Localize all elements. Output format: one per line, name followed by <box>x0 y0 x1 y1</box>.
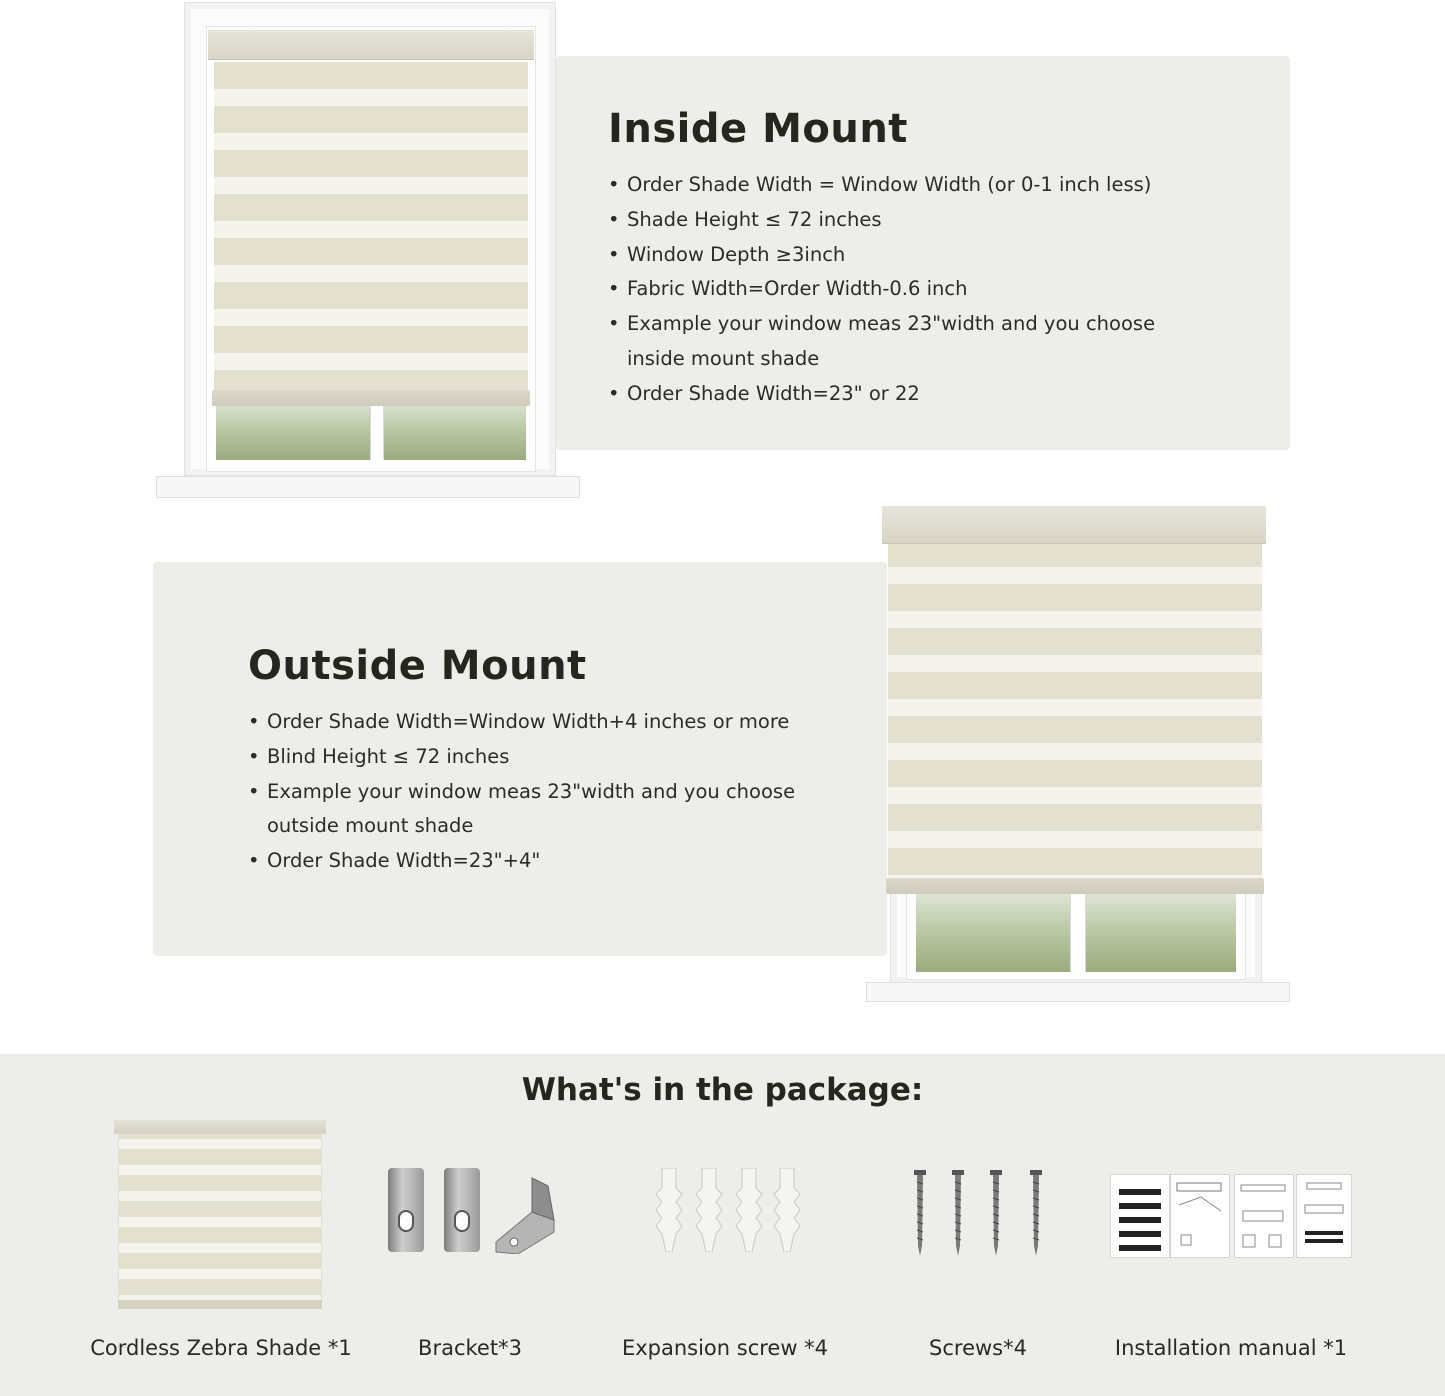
package-item-label: Bracket*3 <box>418 1336 522 1360</box>
list-item: • Blind Height ≤ 72 inches <box>248 740 848 775</box>
inside-mount-bullet-list <box>608 168 1208 412</box>
list-item: • Example your window meas 23"width and you choose inside mount shade <box>608 307 1208 377</box>
package-item-label: Expansion screw *4 <box>621 1336 829 1360</box>
list-item: • Order Shade Width=Window Width+4 inches or more <box>248 705 848 740</box>
list-item: • Example your window meas 23"width and you choose outside mount shade <box>248 775 848 845</box>
list-item: • Shade Height ≤ 72 inches <box>608 203 1208 238</box>
list-item: • Window Depth ≥3inch <box>608 238 1208 273</box>
outside-mount-title: Outside Mount <box>248 643 587 689</box>
list-item: • Fabric Width=Order Width-0.6 inch <box>608 272 1208 307</box>
package-item-label: Cordless Zebra Shade *1 <box>90 1336 352 1360</box>
inside-mount-title: Inside Mount <box>608 106 908 152</box>
package-item-label: Screws*4 <box>929 1336 1027 1360</box>
list-item: • Order Shade Width = Window Width (or 0-1 inch less) <box>608 168 1208 203</box>
list-item: • Order Shade Width=23" or 22 <box>608 377 1208 412</box>
package-item-label: Installation manual *1 <box>1114 1336 1348 1360</box>
list-item: • Order Shade Width=23"+4" <box>248 844 848 879</box>
outside-mount-bullet-list <box>248 705 848 879</box>
package-title: What's in the package: <box>521 1072 924 1108</box>
